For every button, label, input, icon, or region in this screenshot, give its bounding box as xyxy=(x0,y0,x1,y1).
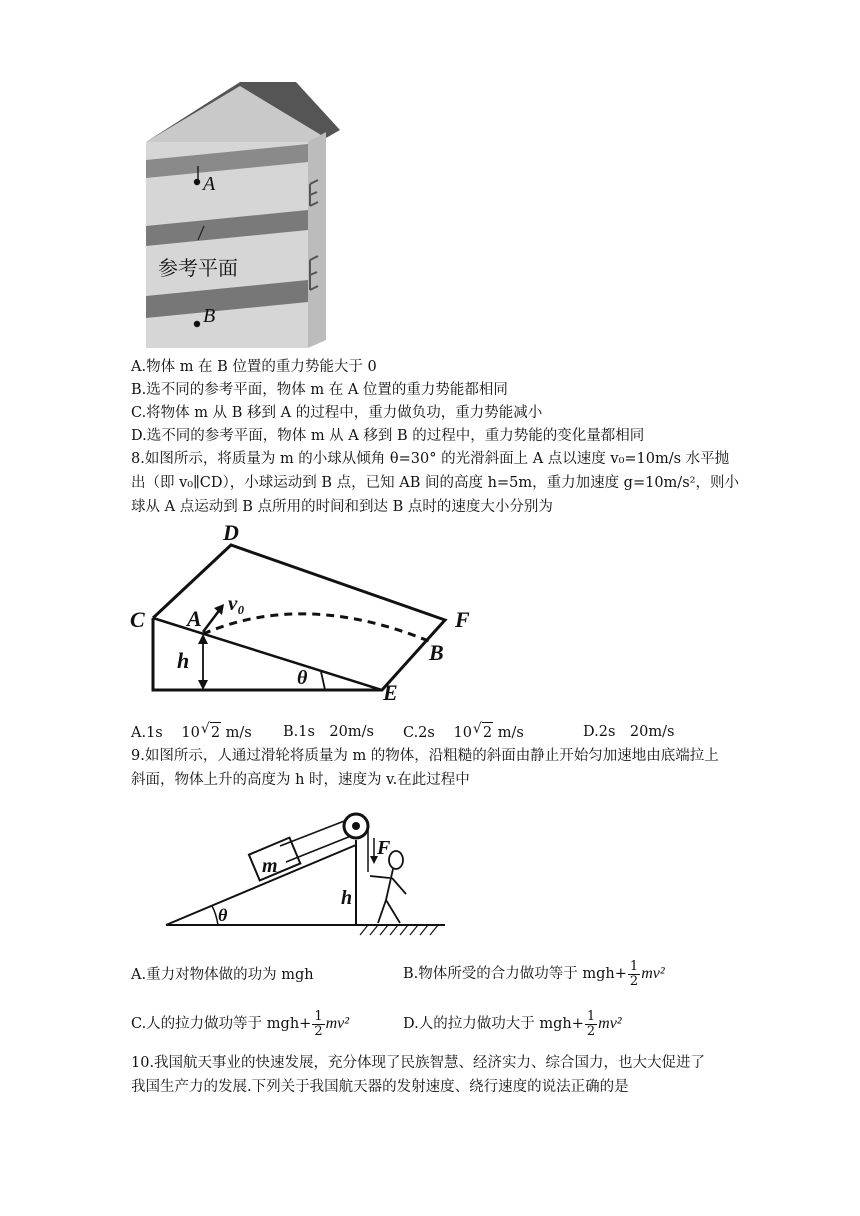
figure-building-reference-plane xyxy=(140,80,340,350)
theta-arc xyxy=(321,672,325,690)
frac-den: 2 xyxy=(629,973,639,989)
q10-stem-line1: 10.我国航天事业的快速发展，充分体现了民族智慧、经济实力、综合国力，也大大促进了 xyxy=(131,1055,706,1071)
q9-stem-line2: 斜面，物体上升的高度为 h 时，速度为 v.在此过程中 xyxy=(131,772,470,788)
q9-option-a: A.重力对物体做的功为 mgh xyxy=(131,967,314,983)
q7-option-c: C.将物体 m 从 B 移到 A 的过程中，重力做负功，重力势能减小 xyxy=(131,405,543,421)
fraction-one-half xyxy=(628,960,640,989)
q8-stem-line3: 球从 A 点运动到 B 点所用的时间和到达 B 点时的速度大小分别为 xyxy=(131,499,553,515)
q9-option-c xyxy=(131,1005,349,1043)
label-c: C xyxy=(130,607,145,632)
person xyxy=(370,851,406,923)
q8-option-a-prefix: A.1s xyxy=(131,725,163,741)
label-theta: θ xyxy=(297,667,308,689)
fraction-one-half xyxy=(585,1010,597,1039)
q8-option-a xyxy=(131,722,252,743)
q8-option-a-radical: √ 2 xyxy=(210,722,221,743)
q9-option-d xyxy=(403,1005,622,1043)
q8-option-c xyxy=(403,722,524,743)
label-b: B xyxy=(429,640,444,665)
q8-option-c-prefix: C.2s xyxy=(403,725,435,741)
q8-option-a-coef: 10 xyxy=(181,725,200,741)
q8-option-a-unit: m/s xyxy=(225,725,252,741)
figure-inclined-plane xyxy=(125,520,485,700)
label-v0: v₀ xyxy=(228,591,245,615)
q9-stem-line1: 9.如图所示，人通过滑轮将质量为 m 的物体，沿粗糙的斜面由静止开始匀加速地由底端拉上 xyxy=(131,748,719,764)
label-e: E xyxy=(383,680,398,700)
q10-stem-line2: 我国生产力的发展.下列关于我国航天器的发射速度、绕行速度的说法正确的是 xyxy=(131,1079,629,1095)
point-a-dot xyxy=(194,179,200,185)
q8-option-c-coef: 10 xyxy=(453,725,472,741)
q9-option-b xyxy=(403,955,665,993)
figure-pulley-slope xyxy=(160,810,450,945)
q8-stem-line1: 8.如图所示，将质量为 m 的小球从倾角 θ=30° 的光滑斜面上 A 点以速度 v₀=10m/s 水平抛 xyxy=(131,451,730,467)
q7-option-d: D.选不同的参考平面，物体 m 从 A 移到 B 的过程中，重力势能的变化量都相同 xyxy=(131,428,645,444)
label-theta: θ xyxy=(218,905,228,925)
label-d: D xyxy=(223,520,239,545)
point-b-dot xyxy=(194,321,200,327)
q8-option-b: B.1s 20m/s xyxy=(283,724,374,740)
rope-upper xyxy=(280,818,352,846)
q7-option-a: A.物体 m 在 B 位置的重力势能大于 0 xyxy=(131,359,377,375)
frac-den: 2 xyxy=(586,1023,596,1039)
q9-option-d-prefix: D.人的拉力做功大于 mgh+ xyxy=(403,1016,584,1032)
q8-option-d: D.2s 20m/s xyxy=(583,724,675,740)
q7-option-b: B.选不同的参考平面，物体 m 在 A 位置的重力势能都相同 xyxy=(131,382,508,398)
fraction-one-half xyxy=(312,1010,324,1039)
label-b: B xyxy=(203,305,216,327)
label-reference-plane: 参考平面 xyxy=(158,256,238,280)
side-wall xyxy=(308,132,326,348)
label-h: h xyxy=(177,648,190,673)
frac-num: 1 xyxy=(586,1008,596,1024)
label-a: A xyxy=(203,173,216,195)
frac-num: 1 xyxy=(629,958,639,974)
pulley-axle xyxy=(352,822,360,830)
mv-squared: mv² xyxy=(598,1015,622,1032)
ground-hatch xyxy=(360,925,438,935)
label-f: F xyxy=(377,837,391,859)
q9-option-b-prefix: B.物体所受的合力做功等于 mgh+ xyxy=(403,966,627,982)
trajectory-dashed xyxy=(203,614,431,642)
mv-squared: mv² xyxy=(641,965,665,982)
label-f: F xyxy=(455,607,470,632)
rope-lower xyxy=(286,834,356,862)
q8-stem-line2: 出（即 v₀∥CD），小球运动到 B 点，已知 AB 间的高度 h=5m，重力加速度 g=10m/s²，则小 xyxy=(131,475,739,491)
label-h: h xyxy=(341,887,353,909)
q8-option-c-unit: m/s xyxy=(497,725,524,741)
mv-squared: mv² xyxy=(325,1015,350,1032)
q8-option-c-radical: √ 2 xyxy=(482,722,493,743)
q9-option-c-prefix: C.人的拉力做功等于 mgh+ xyxy=(131,1016,312,1032)
label-m: m xyxy=(262,855,278,877)
frac-num: 1 xyxy=(314,1008,323,1024)
frac-den: 2 xyxy=(314,1023,323,1039)
label-a: A xyxy=(187,606,202,631)
